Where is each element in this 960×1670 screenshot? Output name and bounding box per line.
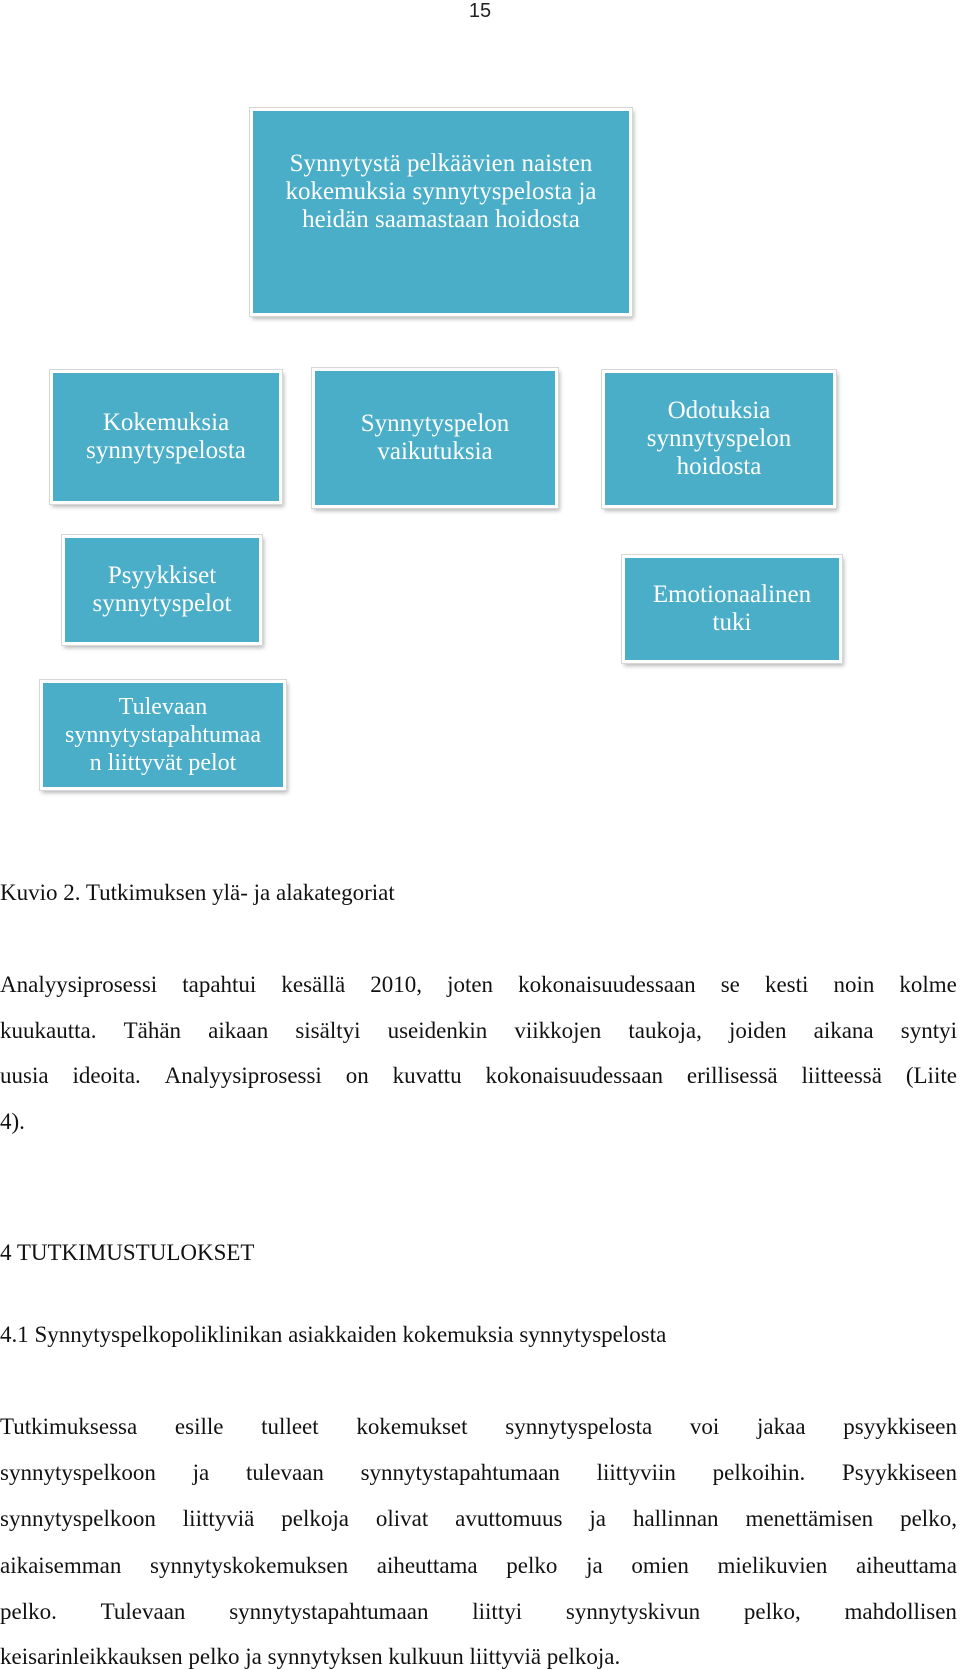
word: synnytyspelosta bbox=[505, 1414, 653, 1439]
word: noin bbox=[833, 972, 875, 997]
word: pelko. bbox=[0, 1599, 57, 1624]
word: sisältyi bbox=[295, 1018, 361, 1043]
word: kuukautta. bbox=[0, 1018, 97, 1043]
word: aikaisemman bbox=[0, 1553, 122, 1578]
paragraph-line bbox=[0, 1063, 957, 1089]
diagram-subcategory-label-tulevaan: Tulevaan synnytystapahtumaa n liittyvät pelot bbox=[65, 694, 261, 776]
word: olivat bbox=[375, 1506, 429, 1531]
word: syntyi bbox=[900, 1018, 957, 1043]
diagram-subcategory-box-emotionaalinen bbox=[622, 555, 842, 663]
word: aikaan bbox=[208, 1018, 269, 1043]
word: kuvattu bbox=[392, 1063, 462, 1088]
word: Tutkimuksessa bbox=[0, 1414, 138, 1439]
word: avuttomuus bbox=[455, 1506, 563, 1531]
word: pelkoihin. bbox=[712, 1460, 806, 1485]
word: se bbox=[720, 972, 740, 997]
word: liittyi bbox=[472, 1599, 523, 1624]
word: ja bbox=[586, 1553, 603, 1578]
paragraph-line bbox=[0, 1460, 957, 1486]
word: kokemukset bbox=[356, 1414, 468, 1439]
word: aiheuttama bbox=[376, 1553, 478, 1578]
word: tulevaan bbox=[245, 1460, 324, 1485]
word: Analyysiprosessi bbox=[164, 1063, 322, 1088]
word: psyykkiseen bbox=[843, 1414, 957, 1439]
word: kokonaisuudessaan bbox=[518, 972, 696, 997]
paragraph-line bbox=[0, 1018, 957, 1044]
paragraph-line: keisarinleikkauksen pelko ja synnytyksen kulkuun liittyviä pelkoja. bbox=[0, 1644, 621, 1669]
paragraph-line bbox=[0, 1414, 957, 1440]
paragraph-line bbox=[0, 972, 957, 998]
word: pelko, bbox=[900, 1506, 957, 1531]
word: Tähän bbox=[123, 1018, 182, 1043]
diagram-main-category-box bbox=[250, 108, 632, 316]
word: jakaa bbox=[757, 1414, 806, 1439]
diagram-subcategory-label-odotuksia: Odotuksia synnytyspelon hoidosta bbox=[646, 397, 792, 480]
word: omien bbox=[631, 1553, 689, 1578]
word: kesällä bbox=[281, 972, 346, 997]
word: liitteessä bbox=[801, 1063, 882, 1088]
word: on bbox=[345, 1063, 369, 1088]
word: useidenkin bbox=[387, 1018, 488, 1043]
word: Tulevaan bbox=[100, 1599, 186, 1624]
word: uusia bbox=[0, 1063, 49, 1088]
word: liittyviä bbox=[182, 1506, 255, 1531]
word: esille bbox=[174, 1414, 224, 1439]
figure-caption: Kuvio 2. Tutkimuksen ylä- ja alakategoriat bbox=[0, 880, 395, 905]
word: ja bbox=[192, 1460, 210, 1485]
word: mielikuvien bbox=[717, 1553, 828, 1578]
word: synnytyskivun bbox=[565, 1599, 701, 1624]
diagram-subcategory-box-tulevaan bbox=[40, 680, 286, 790]
word: mahdollisen bbox=[844, 1599, 957, 1624]
paragraph-line bbox=[0, 1506, 957, 1532]
word: kesti bbox=[764, 972, 809, 997]
word: menettämisen bbox=[745, 1506, 874, 1531]
word: voi bbox=[689, 1414, 720, 1439]
word: pelko, bbox=[743, 1599, 801, 1624]
word: ja bbox=[589, 1506, 607, 1531]
diagram-subcategory-label-psyykkiset: Psyykkiset synnytyspelot bbox=[92, 562, 232, 617]
word: tapahtui bbox=[182, 972, 257, 997]
word: aikana bbox=[813, 1018, 874, 1043]
word: synnytyspelkoon bbox=[0, 1460, 156, 1485]
diagram-subcategory-label-vaikutuksia: Synnytyspelon vaikutuksia bbox=[360, 410, 510, 465]
word: kokonaisuudessaan bbox=[485, 1063, 664, 1088]
word: synnytyskokemuksen bbox=[150, 1553, 349, 1578]
paragraph-line bbox=[0, 1599, 957, 1625]
paragraph-line: 4). bbox=[0, 1109, 25, 1134]
diagram-subcategory-label-kokemuksia: Kokemuksia synnytyspelosta bbox=[86, 409, 246, 464]
word: synnytystapahtumaan bbox=[229, 1599, 429, 1624]
section-heading: 4 TUTKIMUSTULOKSET bbox=[0, 1240, 255, 1265]
word: kolme bbox=[899, 972, 957, 997]
word: 2010, bbox=[370, 972, 423, 997]
word: tulleet bbox=[261, 1414, 319, 1439]
word: synnytyspelkoon bbox=[0, 1506, 156, 1531]
word: erillisessä bbox=[686, 1063, 778, 1088]
word: liittyviin bbox=[596, 1460, 676, 1485]
word: viikkojen bbox=[514, 1018, 602, 1043]
paragraph-line bbox=[0, 1553, 957, 1579]
word: pelkoja bbox=[281, 1506, 349, 1531]
diagram-subcategory-box-vaikutuksia bbox=[312, 368, 558, 508]
word: joiden bbox=[728, 1018, 787, 1043]
word: joten bbox=[447, 972, 494, 997]
word: Psyykkiseen bbox=[841, 1460, 957, 1485]
word: (Liite bbox=[905, 1063, 957, 1088]
diagram-subcategory-box-kokemuksia bbox=[50, 370, 282, 504]
word: aiheuttama bbox=[856, 1553, 957, 1578]
word: taukoja, bbox=[628, 1018, 702, 1043]
subsection-heading: 4.1 Synnytyspelkopoliklinikan asiakkaiden kokemuksia synnytyspelosta bbox=[0, 1322, 667, 1347]
diagram-subcategory-box-odotuksia bbox=[602, 370, 836, 508]
word: synnytystapahtumaan bbox=[360, 1460, 560, 1485]
word: hallinnan bbox=[632, 1506, 719, 1531]
diagram-subcategory-label-emotionaalinen: Emotionaalinen tuki bbox=[652, 581, 812, 636]
page-number: 15 bbox=[468, 0, 492, 22]
diagram-subcategory-box-psyykkiset bbox=[62, 535, 262, 645]
word: ideoita. bbox=[72, 1063, 141, 1088]
diagram-main-category-label: Synnytystä pelkäävien naisten kokemuksia synnytyspelosta ja heidän saamastaan hoidosta bbox=[285, 150, 597, 233]
word: pelko bbox=[506, 1553, 558, 1578]
word: Analyysiprosessi bbox=[0, 972, 158, 997]
